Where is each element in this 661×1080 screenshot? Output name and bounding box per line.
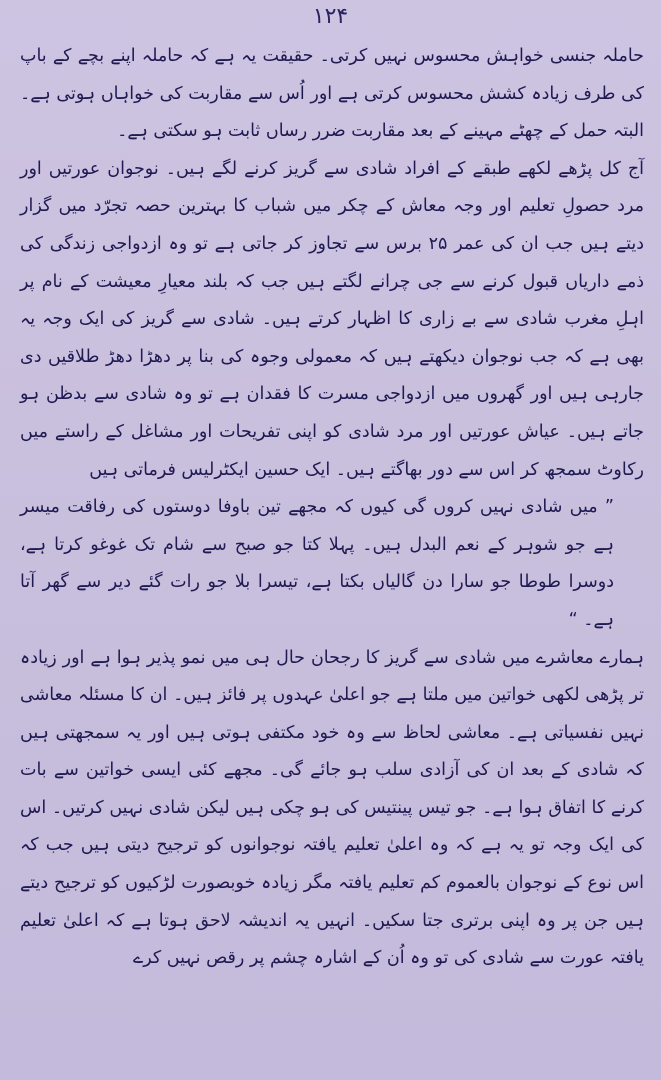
page-body — [20, 38, 644, 978]
paragraph: حاملہ جنسی خواہش محسوس نہیں کرتی۔ حقیقت یہ ہے کہ حاملہ اپنے بچے کے باپ کی طرف زیادہ کشش محسوس کرتی ہے اور اُس سے مقاربت کی خواہاں ہوتی ہے۔ البتہ حمل کے چھٹے مہینے کے بعد مقاربت ضرر رساں ثابت ہو سکتی ہے۔ — [20, 46, 644, 142]
quote-paragraph: ” میں شادی نہیں کروں گی کیوں کہ مجھے تین باوفا دوستوں کی رفاقت میسر ہے جو شوہر کے نعم البدل ہیں۔ پہلا کتا جو صبح سے شام تک غوغو کرتا ہے، دوسرا طوطا جو سارا دن گالیاں بکتا ہے، تیسرا بلا جو رات گئے دیر سے گھر آتا ہے۔ “ — [20, 497, 614, 630]
paragraph: ہمارے معاشرے میں شادی سے گریز کا رجحان حال ہی میں نمو پذیر ہوا ہے اور زیادہ تر پڑھی لکھی خواتین میں ملتا ہے جو اعلیٰ عہدوں پر فائز ہیں۔ ان کا مسئلہ معاشی نہیں نفسیاتی ہے۔ معاشی لحاظ سے وہ خود مکتفی ہوتی ہیں اور یہ سمجھتی ہیں کہ شادی کے بعد ان کی آزادی سلب ہو جائے گی۔ مجھے کئی ایسی خواتین سے بات کرنے کا اتفاق ہوا ہے۔ جو تیس پینتیس کی ہو چکی ہیں لیکن شادی نہیں کرتیں۔ اس کی ایک وجہ تو یہ ہے کہ وہ اعلیٰ تعلیم یافتہ نوجوانوں کو ترجیح دیتی ہیں جب کہ اس نوع کے نوجوان بالعموم کم تعلیم یافتہ مگر زیادہ خوبصورت لڑکیوں کو ترجیح دیتے ہیں جن پر وہ اپنی برتری جتا سکیں۔ انہیں یہ اندیشہ لاحق ہوتا ہے کہ اعلیٰ تعلیم یافتہ عورت سے شادی کی تو وہ اُن کے اشارہ چشم پر رقص نہیں کرے — [20, 647, 644, 969]
page-number: ۱۲۴ — [312, 4, 349, 29]
paragraph: آج کل پڑھے لکھے طبقے کے افراد شادی سے گریز کرنے لگے ہیں۔ نوجوان عورتیں اور مرد حصولِ تعلیم اور وجہ معاش کے چکر میں شباب کا بہترین حصہ تجرّد میں گزار دیتے ہیں جب ان کی عمر ۲۵ برس سے تجاوز کر جاتی ہے تو وہ ازدواجی زندگی کی ذمے داریاں قبول کرنے سے جی چرانے لگتے ہیں جب کہ بلند معیارِ معیشت کے نام پر اہلِ مغرب شادی سے بے زاری کا اظہار کرتے ہیں۔ شادی سے گریز کی ایک وجہ یہ بھی ہے کہ جب نوجوان دیکھتے ہیں کہ معمولی وجوہ کی بنا پر دھڑا دھڑ طلاقیں دی جارہی ہیں اور گھروں میں ازدواجی مسرت کا فقدان ہے تو وہ شادی سے بدظن ہو جاتے ہیں۔ عیاش عورتیں اور مرد شادی کو اپنی تفریحات اور مشاغل کے راستے میں رکاوٹ سمجھ کر اس سے دور بھاگتے ہیں۔ ایک حسین ایکٹرلیس فرماتی ہیں — [20, 158, 645, 480]
